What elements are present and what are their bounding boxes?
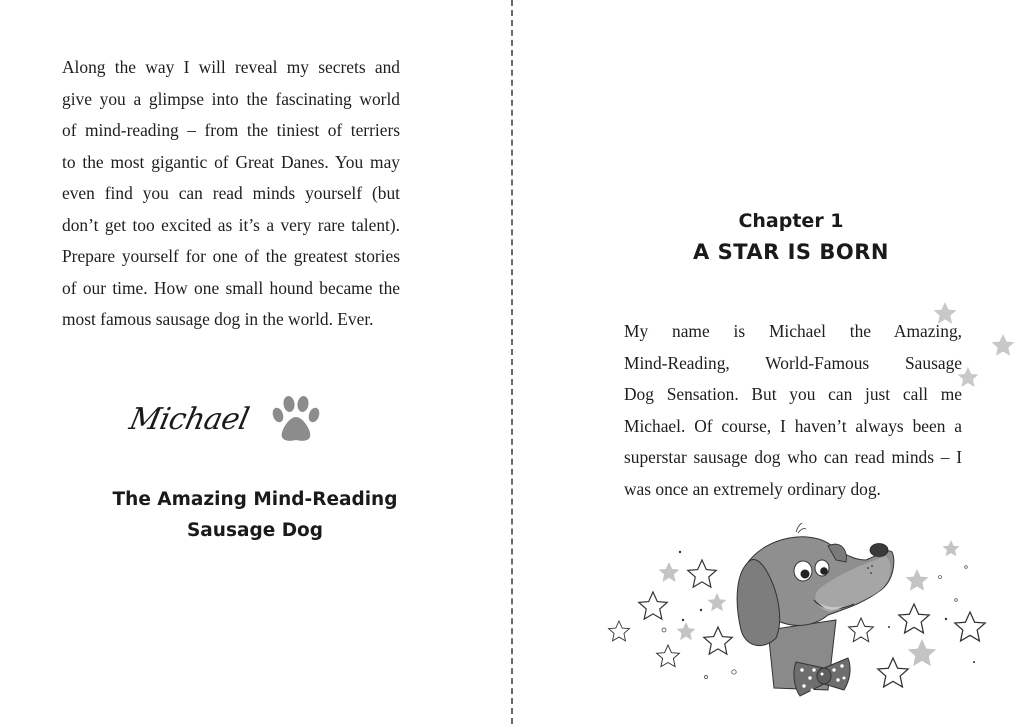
text-line: even find you can read minds yourself (but xyxy=(62,183,400,203)
star-icon xyxy=(958,367,979,387)
text-line: superstar sausage dog who can read minds – I xyxy=(624,447,962,467)
text-line: Michael. Of course, I haven’t always been a xyxy=(624,415,962,436)
chapter-title: A STAR IS BORN xyxy=(693,240,889,264)
decorative-stars-icon xyxy=(920,298,1024,398)
text-line: most famous sausage dog in the world. Ever. xyxy=(62,309,374,329)
text-line: was once an extremely ordinary dog. xyxy=(624,478,881,499)
signature: Michael xyxy=(126,402,252,437)
star-icon xyxy=(992,334,1015,356)
intro-paragraph xyxy=(62,52,400,336)
book-title xyxy=(70,484,440,546)
dog-head xyxy=(737,523,894,690)
text-line: Prepare yourself for one of the greatest stories xyxy=(62,246,400,266)
text-line-content: Along the way I will reveal my secrets and xyxy=(62,57,400,77)
dog-with-bowtie-and-stars-illustration xyxy=(596,520,1016,700)
book-title-line: Sausage Dog xyxy=(186,520,323,541)
book-title-line: The Amazing Mind-Reading xyxy=(112,489,398,510)
text-line: don’t get too excited as it’s a very rare talent). xyxy=(62,214,400,235)
text-line: of our time. How one small hound became the xyxy=(62,277,400,298)
text-line: to the most gigantic of Great Danes. You may xyxy=(62,151,400,172)
paw-print-icon xyxy=(270,395,322,443)
chapter-paragraph xyxy=(624,316,962,505)
text-line: give you a glimpse into the fascinating world xyxy=(62,88,400,109)
star-icon xyxy=(934,302,957,324)
text-line: of mind-reading – from the tiniest of terriers xyxy=(62,120,400,140)
text-line: Dog Sensation. But you can just call me xyxy=(624,384,962,404)
text-line: Mind-Reading, World-Famous Sausage xyxy=(624,352,962,373)
star-cluster-left xyxy=(609,551,737,679)
text-line: My name is Michael the Amazing, xyxy=(624,321,962,341)
text-line xyxy=(62,52,400,84)
chapter-number: Chapter 1 xyxy=(738,210,844,232)
